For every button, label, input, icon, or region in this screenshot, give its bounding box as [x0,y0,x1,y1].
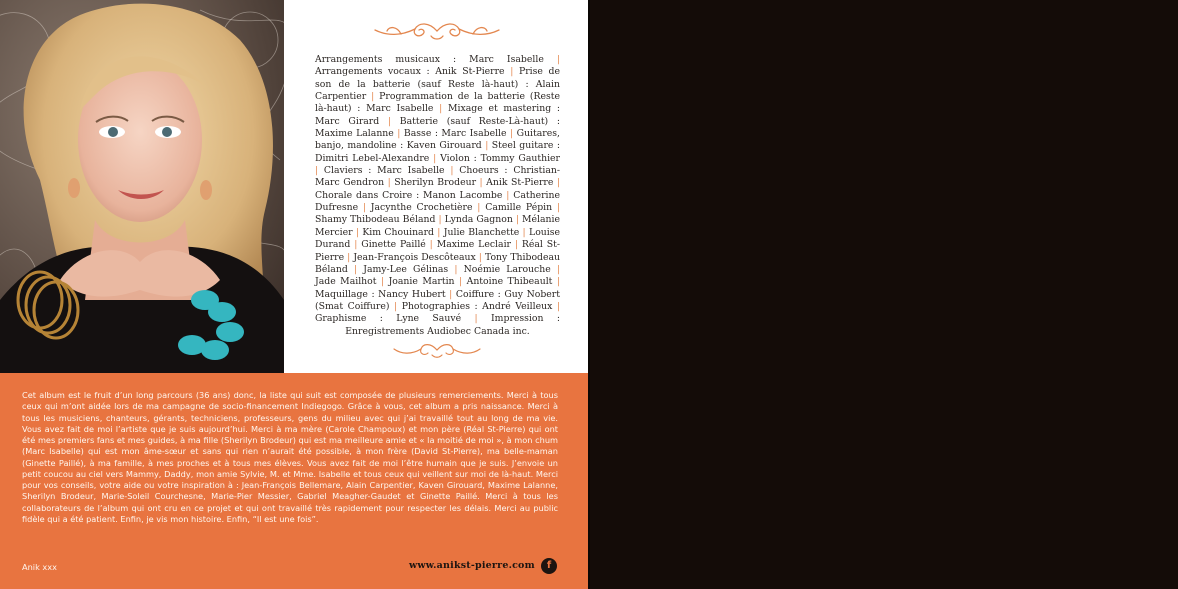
credit-separator: | [552,300,560,312]
credit-separator: | [347,263,364,275]
credit-entry: Graphisme : Lyne Sauvé [315,313,462,325]
credit-separator: | [504,66,519,78]
credit-entry: Programmation de la batterie (Reste là-haut) : Marc Isabelle [315,91,560,115]
credit-separator: | [448,263,464,275]
credit-separator: | [393,128,404,140]
credit-entry: Jean-François Descôteaux [353,251,476,263]
credit-separator: | [461,313,491,325]
blank-dark-panel [590,0,1178,589]
credit-separator: | [550,263,561,275]
credit-separator: | [511,239,522,251]
credit-entry: Violon : Tommy Gauthier [440,152,560,164]
credit-entry: Steel guitare : Dimitri Lebel-Alexandre [315,140,560,164]
credit-entry: Réal St-Pierre [315,239,561,263]
credit-separator: | [552,202,561,214]
credit-separator: | [472,202,486,214]
credit-separator: | [425,239,437,251]
credit-entry: Noémie Larouche [463,263,551,275]
credit-entry: Mélanie Mercier [315,214,560,238]
credit-entry: Jamy-Lee Gélinas [363,263,449,275]
credit-entry: Kim Chouinard [362,226,434,238]
credit-entry: Julie Blanchette [443,226,520,238]
credit-separator: | [543,54,560,65]
credit-separator: | [476,177,487,189]
credit-entry: Tony Thibodeau Béland [315,251,561,275]
credit-entry: Arrangements musicaux : Marc Isabelle [315,54,544,65]
credit-entry: Maquillage : Nancy Hubert [315,288,446,300]
credit-separator: | [433,103,449,115]
credit-entry: Choeurs : Christian-Marc Gendron [315,165,561,189]
credit-entry: Jade Mailhot [315,276,377,288]
credit-separator: | [389,300,402,312]
credit-entry: Shamy Thibodeau Béland [315,214,436,226]
credit-separator: | [444,165,460,177]
credit-separator: | [454,276,467,288]
credit-separator: | [445,288,456,300]
credit-entry: Photographies : André Veilleux [401,300,553,312]
credit-separator: | [552,276,561,288]
credit-separator: | [384,177,395,189]
credit-entry: Mixage et mastering : Marc Girard [315,103,560,127]
credit-separator: | [366,91,380,103]
credit-entry: Batterie (sauf Reste-Là-haut) : Maxime Lalanne [315,115,561,140]
credit-entry: Jacynthe Crochetière [370,202,473,214]
credit-entry: Maxime Leclair [436,239,511,251]
credit-separator: | [344,251,354,263]
credit-separator: | [481,140,492,152]
credits-panel [284,0,590,373]
credit-separator: | [435,214,445,226]
credit-entry: Antoine Thibeault [466,276,553,288]
credit-separator: | [519,226,530,238]
credit-separator: | [553,177,560,189]
credit-separator: | [358,202,371,214]
credit-entry: Joanie Martin [388,276,455,288]
credit-separator: | [429,152,441,164]
credit-entry: Lynda Gagnon [444,214,513,226]
credit-entry: Chorale dans Croire : Manon Lacombe [315,189,503,201]
thanks-panel [0,373,590,589]
credit-separator: | [506,128,517,140]
credit-separator: | [379,115,400,127]
credit-entry: Claviers : Marc Isabelle [323,165,445,177]
credit-separator: | [350,239,362,251]
credit-entry: Guitares, banjo, mandoline : Kaven Girouard [315,128,560,152]
thanks-text: Cet album est le fruit d’un long parcours (36 ans) donc, la liste qui suit est composée de plusieurs remerciements. Merci à tous ceux qui m’ont aidée lors de ma campagne de socio-financement Indiegogo. Grâce à vous, cet album a pris naissance. Merci à tous les musiciens, chanteurs, gérants, techniciens, professeurs, gens du milieu avec qui j’ai travaillé tout au long de ma vie. Vous avez fait de moi l’artiste que je suis aujourd’hui. Merci à ma mère (Carole Champoux) et mon père (Réal St-Pierre) qui ont été mes premiers fans et mes guides, à ma fille (Sherilyn Brodeur) qui est ma meilleure amie et « la moitié de moi », à mon chum (Marc Isabelle) qui est mon âme-sœur et sans qui rien n’aurait été possible, à mon frère (David St-Pierre), ma belle-maman (Ginette Paillé), à ma famille, à mes proches et à tous mes élèves. Vous avez fait de moi l’être humain que je suis. J’envoie un petit coucou au ciel vers Mammy, Daddy, mon amie Sylvie, M. et Mme. Isabelle et tous ceux qui veillent sur moi de là-haut. Merci pour vos conseils, votre aide ou votre inspiration à : Jean-François Bellemare, Alain Carpentier, Kaven Girouard, Maxime Lalanne, Sherilyn Brodeur, Marie-Soleil Courchesne, Marie-Pier Messier, Gabriel Meagher-Gaudet et Ginette Paillé. Merci à tous les collaborateurs de l’album qui ont cru en ce projet et qui ont travaillé très rapidement pour respecter les délais. Merci au public fidèle qui a été patient. Enfin, je vis mon histoire. Enfin, “Il est une fois”. [22,390,558,524]
signature: Anik xxx [22,562,57,572]
credit-separator: | [376,276,389,288]
website-link[interactable]: www.anikst-pierre.com [409,560,535,571]
credit-entry: Coiffure : Guy Nobert (Smat Coiffure) [315,288,560,312]
credit-separator: | [512,214,522,226]
credit-entry: Camille Pépin [485,202,553,214]
credit-separator: | [434,226,444,238]
credits-text [315,54,560,338]
credit-separator: | [352,226,363,238]
credit-separator: | [475,251,485,263]
credit-entry: Ginette Paillé [361,239,426,251]
facebook-icon[interactable]: f [541,558,557,574]
credit-separator: | [315,165,324,177]
artist-portrait-photo [0,0,284,373]
credit-entry: Anik St-Pierre [486,177,554,189]
credit-separator: | [502,189,514,201]
credit-entry: Sherilyn Brodeur [394,177,477,189]
credit-entry: Prise de son de la batterie (sauf Reste là-haut) : Alain Carpentier [315,66,560,103]
credit-entry: Basse : Marc Isabelle [403,128,507,140]
top-ornament-icon [284,20,590,42]
bottom-ornament-icon [284,341,590,359]
credit-entry: Impression : Enregistrements Audiobec Canada inc. [345,313,560,337]
credit-entry: Catherine Dufresne [315,189,560,214]
credit-entry: Arrangements vocaux : Anik St-Pierre [315,66,505,78]
credit-entry: Louise Durand [315,226,561,251]
